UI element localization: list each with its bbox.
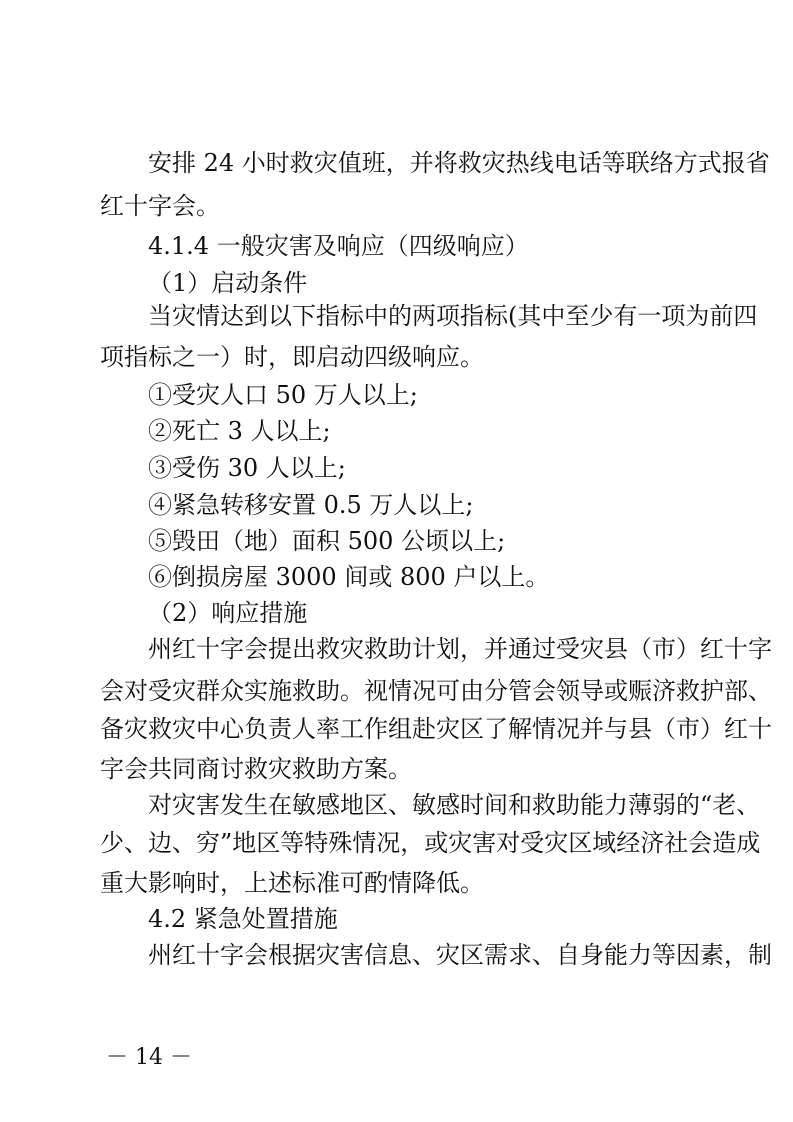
paragraph-line: 会对受灾群众实施救助。视情况可由分管会领导或赈济救护部、	[100, 677, 772, 705]
subsection-heading: （2）响应措施	[148, 599, 308, 627]
page-number: － 14 －	[106, 1045, 192, 1070]
list-item: ⑤毁田（地）面积 500 公顷以上;	[148, 527, 506, 555]
paragraph-line: 备灾救灾中心负责人率工作组赴灾区了解情况并与县（市）红十	[100, 715, 772, 743]
list-item: ①受灾人口 50 万人以上;	[148, 381, 418, 409]
list-item: ④紧急转移安置 0.5 万人以上;	[148, 491, 474, 519]
subsection-heading: （1）启动条件	[148, 269, 308, 297]
paragraph-line: 重大影响时，上述标准可酌情降低。	[100, 869, 484, 897]
paragraph-line: 安排 24 小时救灾值班，并将救灾热线电话等联络方式报省	[148, 149, 770, 177]
list-item: ⑥倒损房屋 3000 间或 800 户以上。	[148, 563, 550, 591]
section-heading: 4.2 紧急处置措施	[148, 905, 338, 933]
paragraph-line: 对灾害发生在敏感地区、敏感时间和救助能力薄弱的“老、	[148, 791, 761, 819]
paragraph-line: 红十字会。	[100, 192, 220, 220]
paragraph-line: 州红十字会提出救灾救助计划，并通过受灾县（市）红十字	[148, 635, 772, 663]
paragraph-line: 州红十字会根据灾害信息、灾区需求、自身能力等因素，制	[148, 941, 772, 969]
paragraph-line: 少、边、穷”地区等特殊情况，或灾害对受灾区域经济社会造成	[100, 829, 761, 857]
paragraph-line: 当灾情达到以下指标中的两项指标(其中至少有一项为前四	[148, 302, 758, 330]
list-item: ③受伤 30 人以上;	[148, 454, 346, 482]
list-item: ②死亡 3 人以上;	[148, 417, 331, 445]
section-heading: 4.1.4 一般灾害及响应（四级响应）	[148, 232, 529, 260]
paragraph-line: 字会共同商讨救灾救助方案。	[100, 755, 412, 783]
paragraph-line: 项指标之一）时，即启动四级响应。	[100, 343, 484, 371]
